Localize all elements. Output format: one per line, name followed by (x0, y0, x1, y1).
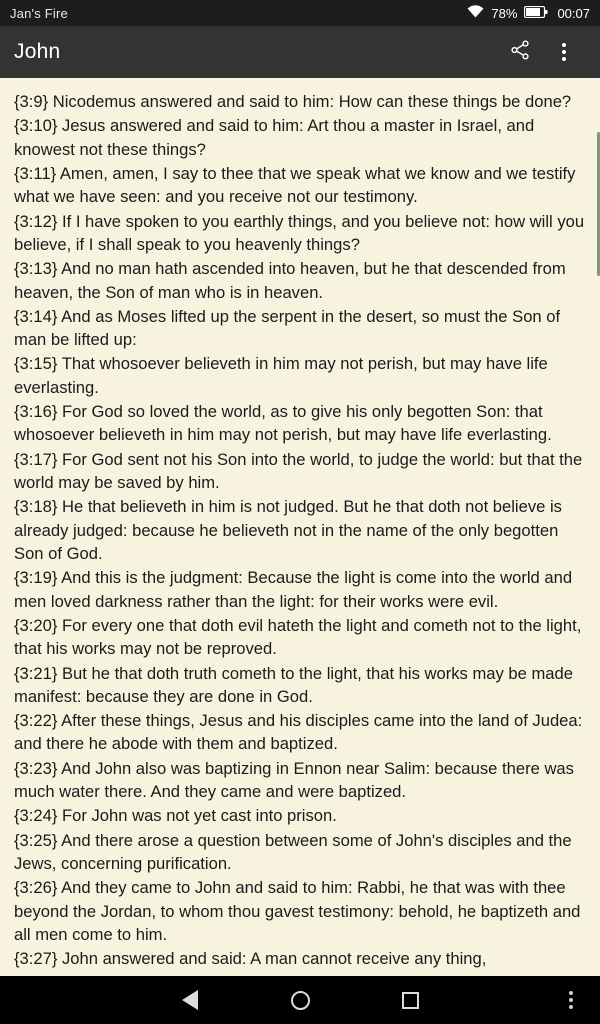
verse-line: {3:21} But he that doth truth cometh to the light, that his works may be made manifest: because they are done in God. (14, 663, 573, 706)
verse-line: {3:11} Amen, amen, I say to thee that we speak what we know and we testify what we have seen: and you receive not our testimony. (14, 163, 576, 207)
verse-line: {3:19} And this is the judgment: Because the light is come into the world and men loved darkness rather than the light: for their works were evil. (14, 568, 573, 611)
nav-back-button[interactable] (135, 976, 245, 1024)
overflow-menu-button[interactable] (542, 30, 586, 74)
action-bar (0, 26, 600, 78)
verse-line: {3:14} And as Moses lifted up the serpent in the desert, so must the Son of man be lifted up: (14, 306, 561, 350)
share-button[interactable] (498, 30, 542, 74)
status-bar (0, 0, 600, 26)
verse-line: {3:9} Nicodemus answered and said to him: How can these things be done? (14, 92, 572, 111)
verse-line: {3:16} For God so loved the world, as to give his only begotten Son: that whosoever believeth in him may not perish, but may have life everlasting. (14, 402, 552, 445)
verse-line: {3:27} John answered and said: A man cannot receive any thing, (14, 949, 487, 969)
verse-line: {3:15} That whosoever believeth in him may not perish, but may have life everlasting. (14, 354, 548, 397)
verse-line: {3:18} He that believeth in him is not judged. But he that doth not believe is already judged: because he believeth not in the name of the only begotten Son of God. (14, 497, 562, 563)
home-circle-icon (291, 991, 310, 1010)
wifi-icon (467, 5, 484, 21)
nav-overflow-button[interactable] (556, 976, 586, 1024)
recents-square-icon (402, 992, 419, 1009)
overflow-menu-icon (562, 43, 566, 61)
status-right-cluster (467, 5, 590, 21)
verse-line: {3:13} And no man hath ascended into heaven, but he that descended from heaven, the Son of man who is in heaven. (14, 259, 566, 302)
verse-line: {3:20} For every one that doth evil hateth the light and cometh not to the light, that his works may not be reproved. (14, 615, 582, 659)
verse-line: {3:25} And there arose a question between some of John's disciples and the Jews, concerning purification. (14, 830, 572, 873)
verse-line: {3:24} For John was not yet cast into prison. (14, 806, 337, 826)
status-app-name: Jan's Fire (10, 5, 68, 21)
reader-content[interactable] (0, 78, 600, 976)
system-navigation-bar (0, 976, 600, 1024)
nav-overflow-icon (569, 991, 573, 1009)
share-icon (509, 39, 531, 66)
battery-icon (524, 6, 548, 21)
verse-line: {3:22} After these things, Jesus and his disciples came into the land of Judea: and there he abode with them and baptized. (14, 711, 583, 754)
verse-line: {3:26} And they came to John and said to him: Rabbi, he that was with thee beyond the Jordan, to whom thou gavest testimony: behold, he baptizeth and all men come to him. (14, 878, 581, 944)
nav-home-button[interactable] (245, 976, 355, 1024)
verse-line: {3:10} Jesus answered and said to him: Art thou a master in Israel, and knowest not these things? (14, 116, 535, 159)
back-triangle-icon (182, 990, 198, 1010)
verse-line: {3:12} If I have spoken to you earthly things, and you believe not: how will you believe, if I shall speak to you heavenly things? (14, 211, 585, 254)
verse-list[interactable] (0, 78, 600, 976)
status-clock: 00:07 (557, 5, 590, 21)
nav-recents-button[interactable] (355, 976, 465, 1024)
page-title: John (14, 40, 61, 63)
verse-line: {3:23} And John also was baptizing in Ennon near Salim: because there was much water there. And they came and were baptized. (14, 758, 574, 802)
battery-percent-label: 78% (491, 5, 518, 21)
verse-line: {3:17} For God sent not his Son into the world, to judge the world: but that the world may be saved by him. (14, 449, 583, 492)
